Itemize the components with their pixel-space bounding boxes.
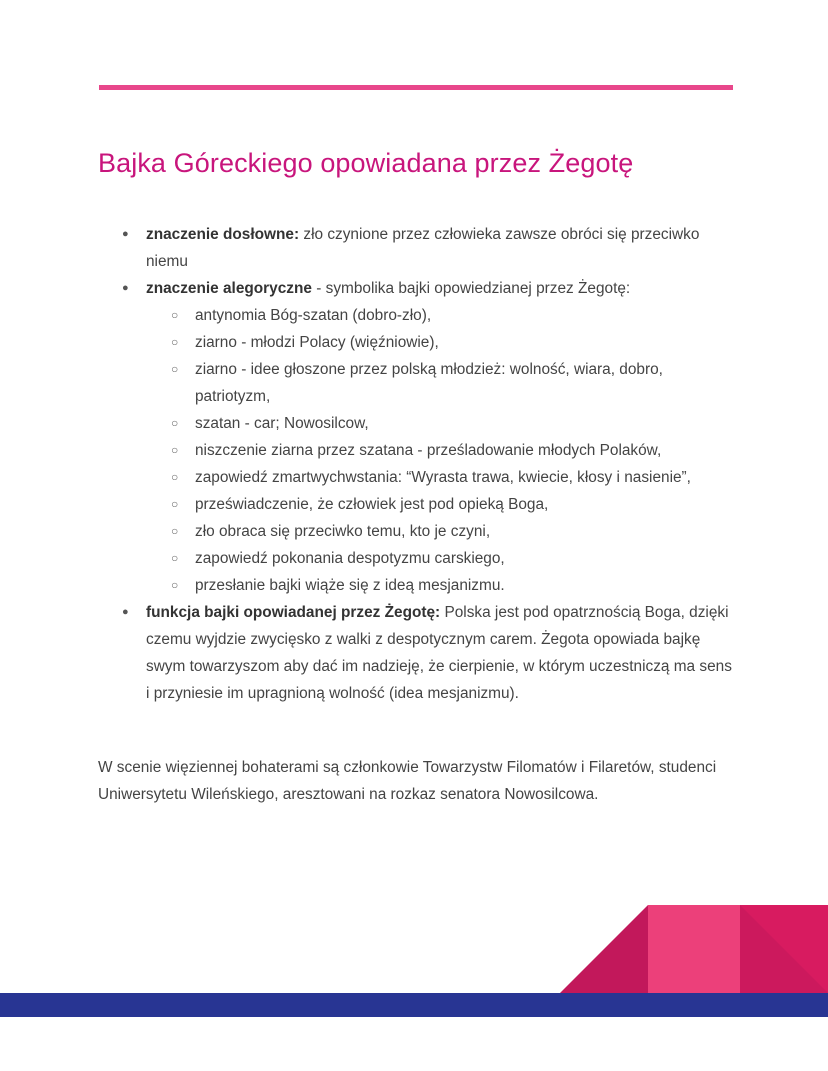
sub-item-text: zapowiedź zmartwychwstania: “Wyrasta trawa, kwiecie, kłosy i nasienie”,: [195, 469, 691, 486]
sub-item-text: przesłanie bajki wiąże się z ideą mesjanizmu.: [195, 577, 505, 594]
sub-list-item: [171, 491, 736, 518]
sub-item-text: szatan - car; Nowosilcow,: [195, 415, 369, 432]
top-accent-rule: [99, 85, 733, 90]
sub-list-item: [171, 302, 736, 329]
circle-bullet-icon: ○: [171, 497, 179, 511]
sub-item-text: antynomia Bóg-szatan (dobro-zło),: [195, 307, 432, 324]
circle-bullet-icon: ○: [171, 551, 179, 565]
bullet-dot-icon: ●: [122, 606, 129, 618]
bullet-text: zło czynione przez człowieka zawsze obróci się przeciwko niemu: [146, 226, 700, 270]
bullet-item-fable-function: [122, 599, 736, 707]
sub-item-text: zło obraca się przeciwko temu, kto je czyni,: [195, 523, 491, 540]
circle-bullet-icon: ○: [171, 308, 179, 322]
sub-list-item: [171, 437, 736, 464]
footer-blue-bar: [0, 993, 828, 1017]
bullet-dot-icon: ●: [122, 228, 129, 240]
circle-bullet-icon: ○: [171, 335, 179, 349]
bullet-list: [122, 221, 736, 707]
sub-list-item: [171, 356, 736, 410]
sub-list: [146, 302, 736, 599]
sub-item-text: ziarno - idee głoszone przez polską młodzież: wolność, wiara, dobro, patriotyzm,: [195, 361, 663, 405]
sub-item-text: zapowiedź pokonania despotyzmu carskiego,: [195, 550, 505, 567]
circle-bullet-icon: ○: [171, 578, 179, 592]
sub-item-text: ziarno - młodzi Polacy (więźniowie),: [195, 334, 439, 351]
sub-list-item: [171, 518, 736, 545]
bullet-dot-icon: ●: [122, 282, 129, 294]
sub-item-text: niszczenie ziarna przez szatana - prześladowanie młodych Polaków,: [195, 442, 662, 459]
deco-crimson-triangle: [560, 905, 648, 993]
sub-item-text: przeświadczenie, że człowiek jest pod opieką Boga,: [195, 496, 549, 513]
circle-bullet-icon: ○: [171, 362, 179, 376]
deco-pink-block: [648, 905, 740, 993]
page-title: Bajka Góreckiego opowiadana przez Żegotę: [98, 148, 634, 178]
bullet-text: - symbolika bajki opowiedzianej przez Żegotę:: [311, 280, 631, 297]
sub-list-item: [171, 545, 736, 572]
sub-list-item: [171, 410, 736, 437]
circle-bullet-icon: ○: [171, 416, 179, 430]
bullet-label: znaczenie dosłowne:: [146, 226, 300, 243]
closing-paragraph: W scenie więziennej bohaterami są członkowie Towarzystw Filomatów i Filaretów, studenci Uniwersytetu Wileńskiego, aresztowani na rozkaz senatora Nowosilcowa.: [98, 759, 717, 803]
circle-bullet-icon: ○: [171, 524, 179, 538]
sub-list-item: [171, 329, 736, 356]
bullet-label: znaczenie alegoryczne: [146, 280, 312, 297]
bullet-label: funkcja bajki opowiadanej przez Żegotę:: [146, 604, 441, 621]
bullet-item-allegorical-meaning: [122, 275, 736, 599]
bullet-item-literal-meaning: [122, 221, 736, 275]
bullet-text: Polska jest pod opatrznością Boga, dzięki czemu wyjdzie zwycięsko z walki z despotycznym carem. Żegota opowiada bajkę swym towarzyszom aby dać im nadzieję, że cierpienie, w którym uczestniczą ma sens i przyniesie im upragnioną wolność (idea mesjanizmu).: [146, 604, 732, 702]
sub-list-item: [171, 464, 736, 491]
circle-bullet-icon: ○: [171, 443, 179, 457]
circle-bullet-icon: ○: [171, 470, 179, 484]
sub-list-item: [171, 572, 736, 599]
